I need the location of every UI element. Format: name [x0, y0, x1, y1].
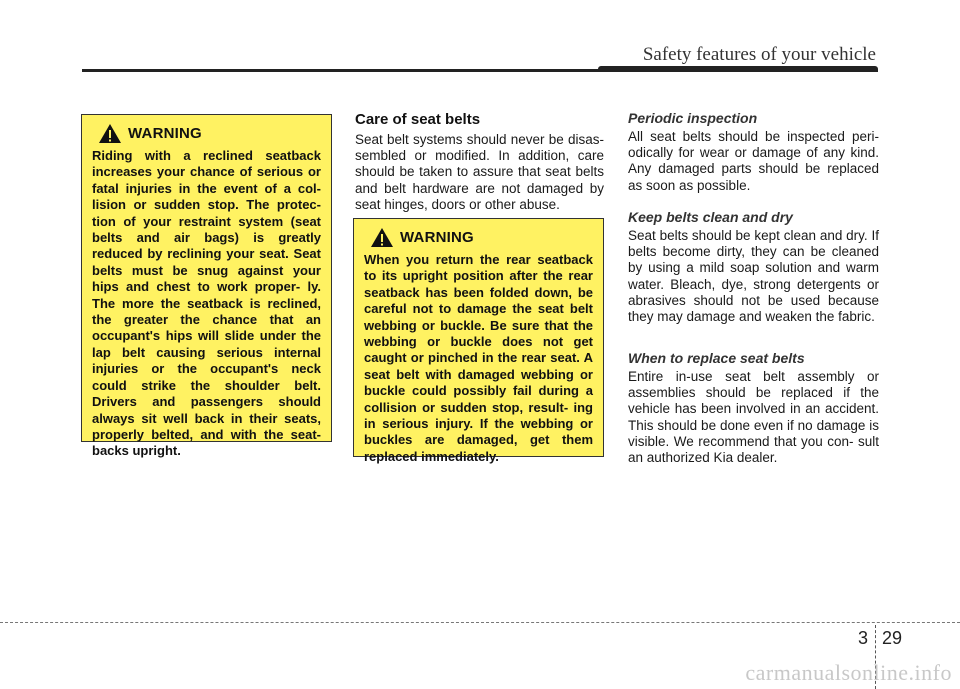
watermark: carmanualsonline.info [745, 660, 952, 685]
care-paragraph: Seat belt systems should never be disas- sembled or modified. In addition, care should be taken to assure that seat belts and belt hardware are not damaged by seat hinges, doors or other abuse. [355, 132, 604, 212]
clean-paragraph: Seat belts should be kept clean and dry. If belts become dirty, they can be cleaned by using a mild soap solution and warm water. Bleach, dye, strong detergents or abrasives should not be used because they may damage and weaken the fabric. [628, 228, 879, 325]
page-header-title: Safety features of your vehicle [642, 44, 876, 65]
warning-box-reclined-seatback [81, 114, 332, 459]
page-number: 29 [882, 628, 903, 648]
warning-text: Riding with a reclined seatback increases your chance of serious or fatal injuries in the event of a col- lision or sudden stop. The protec- tion of your restraint system (seat belts and air bags) is greatly reduced by reclining your seat. Seat belts must be snug against your hips and chest to work proper- ly. The more the seatback is reclined, the greater the chance that an occupant's hips will slide under the lap belt causing serious internal injuries or the occupant's neck could strike the shoulder belt. Drivers and passengers should always sit well back in their seats, properly belted, and with the seat- backs upright. [92, 148, 321, 459]
warning-triangle-icon [370, 227, 394, 248]
footer-dashed-rule [0, 622, 960, 623]
replace-paragraph: Entire in-use seat belt assembly or assemblies should be replaced if the vehicle has been involved in an accident. This should be done even if no damage is visible. We recommend that you con- sult an authorized Kia dealer. [628, 369, 879, 466]
section-title-care: Care of seat belts [355, 111, 481, 128]
subhead-keep-clean: Keep belts clean and dry [628, 209, 793, 225]
warning-triangle-icon [98, 123, 122, 144]
warning-title: WARNING [400, 229, 474, 246]
warning-header [364, 227, 593, 248]
subhead-when-to-replace: When to replace seat belts [628, 350, 805, 366]
warning-box-rear-seatback [353, 218, 604, 464]
warning-title: WARNING [128, 125, 202, 142]
warning-header [92, 123, 321, 144]
periodic-paragraph: All seat belts should be inspected peri- odically for wear or damage of any kind. Any damaged parts should be replaced as soon as possible. [628, 129, 879, 193]
subhead-periodic-inspection: Periodic inspection [628, 110, 758, 126]
warning-text: When you return the rear seatback to its upright position after the rear seatback has been folded down, be careful not to damage the seat belt webbing or buckle. Be sure that the webbing or buckle does not get caught or pinched in the rear seat. A seat belt with damaged webbing or buckle could possibly fail during a collision or sudden stop, result- ing in serious injury. If the webbing or buckles are damaged, get them replaced immediately. [364, 252, 593, 464]
chapter-number: 3 [858, 628, 869, 648]
header-rule-accent [598, 66, 878, 72]
